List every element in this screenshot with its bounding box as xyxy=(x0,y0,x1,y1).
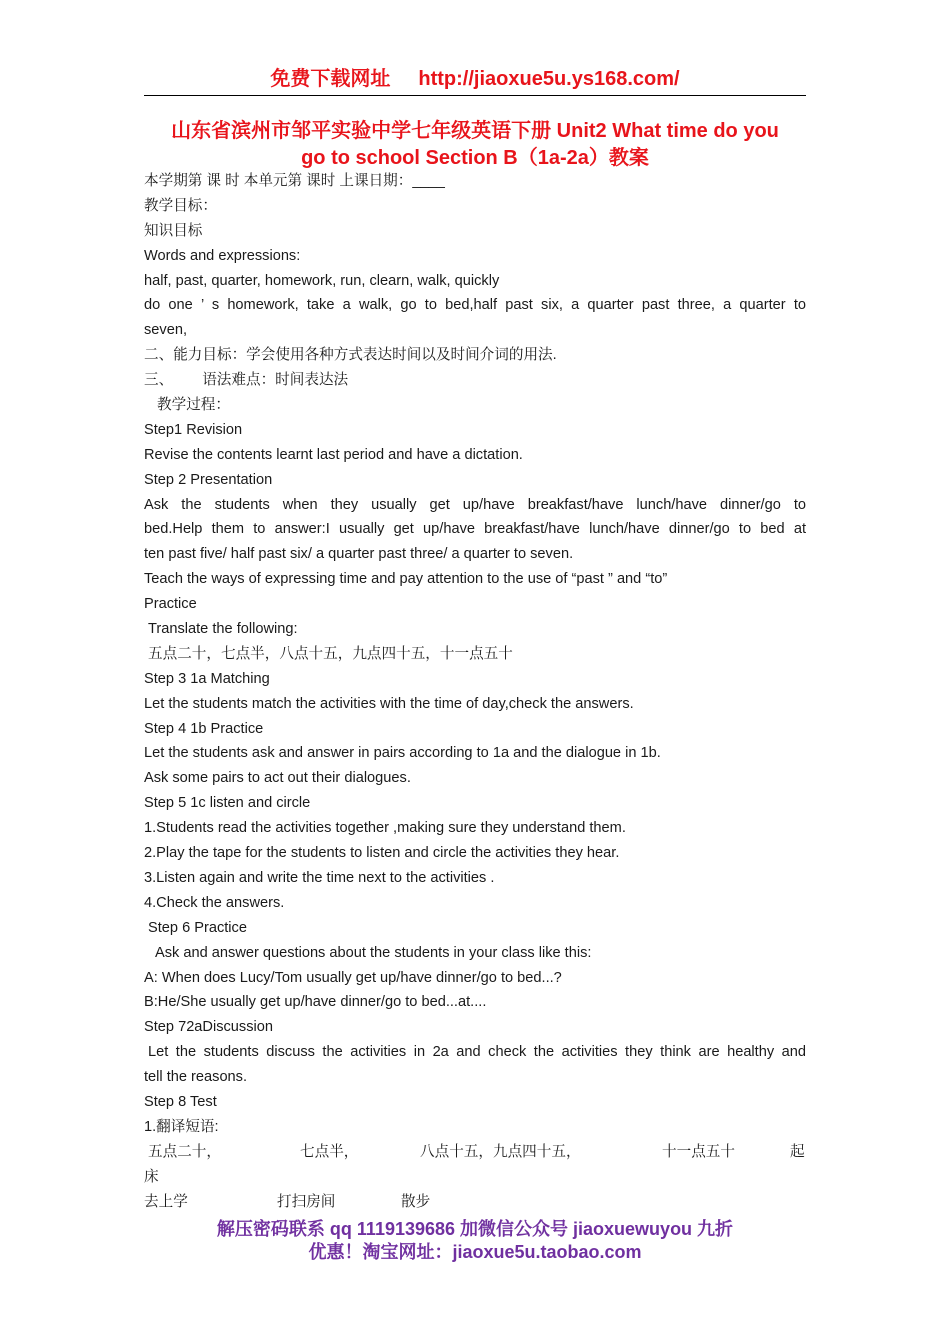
step8-subheading: 1.翻译短语: xyxy=(144,1118,219,1135)
words-heading: Words and expressions: xyxy=(144,247,301,264)
step7-heading: Step 72aDiscussion xyxy=(144,1019,273,1036)
step8-heading: Step 8 Test xyxy=(144,1093,217,1110)
step1-heading: Step1 Revision xyxy=(144,421,243,438)
contact-footer xyxy=(144,1218,806,1264)
step4-text-2: Ask some pairs to act out their dialogues. xyxy=(144,770,411,787)
knowledge-heading: 知识目标 xyxy=(144,222,203,239)
step7-text-1: Let the students discuss the activities in 2a and check the activities they think are healthy and xyxy=(148,1044,806,1061)
words-list: half, past, quarter, homework, run, clearn, walk, quickly xyxy=(144,272,500,289)
test-phrase: 起 xyxy=(790,1143,805,1160)
step4-text-1: Let the students ask and answer in pairs according to 1a and the dialogue in 1b. xyxy=(144,745,661,762)
document-body xyxy=(144,169,806,1214)
title-line-1: 山东省滨州市邹平实验中学七年级英语下册 Unit2 What time do you xyxy=(171,120,779,142)
phrases-line-2: seven, xyxy=(144,322,187,339)
download-header xyxy=(144,64,806,96)
step3-heading: Step 3 1a Matching xyxy=(144,670,270,687)
step5-item: 4.Check the answers. xyxy=(144,894,285,911)
step6-heading: Step 6 Practice xyxy=(148,919,247,936)
practice-heading: Practice xyxy=(144,596,197,613)
step2-para-4: Teach the ways of expressing time and pay attention to the use of “past ” and “to” xyxy=(144,571,668,588)
test-phrase: 十一点五十 xyxy=(662,1143,735,1160)
footer-line-2: 优惠！淘宝网址：jiaoxue5u.taobao.com xyxy=(308,1242,642,1262)
translate-times: 五点二十，七点半，八点十五，九点四十五，十一点五十 xyxy=(148,645,513,662)
document-title xyxy=(144,118,806,172)
step3-text: Let the students match the activities with the time of day,check the answers. xyxy=(144,695,634,712)
meta-line: 本学期第 课 时 本单元第 课时 上课日期：____ xyxy=(144,173,445,189)
grammar-text: 语法难点：时间表达法 xyxy=(202,372,349,389)
test-phrase: 散步 xyxy=(401,1193,431,1210)
step5-item: 2.Play the tape for the students to listen and circle the activities they hear. xyxy=(144,845,620,862)
test-phrase: 去上学 xyxy=(144,1193,188,1210)
phrases-line-1: do one ’ s homework, take a walk, go to bed,half past six, a quarter past three, a quarter to xyxy=(144,297,806,314)
step7-text-2: tell the reasons. xyxy=(144,1069,248,1086)
step6-text: Ask and answer questions about the students in your class like this: xyxy=(155,944,592,961)
step2-para-1: Ask the students when they usually get up/have breakfast/have lunch/have dinner/go to xyxy=(144,496,806,513)
header-label: 免费下载网址 xyxy=(270,68,391,90)
test-phrase-row-1 xyxy=(144,1140,806,1165)
step1-text: Revise the contents learnt last period and have a dictation. xyxy=(144,446,523,463)
step5-item: 1.Students read the activities together ,making sure they understand them. xyxy=(144,820,626,837)
step5-heading: Step 5 1c listen and circle xyxy=(144,795,311,812)
test-phrase-wrap: 床 xyxy=(144,1168,159,1185)
test-phrase: 七点半， xyxy=(300,1143,359,1160)
grammar-goal xyxy=(144,368,806,393)
test-phrase: 打扫房间 xyxy=(277,1193,336,1210)
title-line-2: go to school Section B（1a-2a）教案 xyxy=(301,147,649,169)
test-phrase-row-2 xyxy=(144,1190,806,1215)
step6-answer: B:He/She usually get up/have dinner/go to bed...at.... xyxy=(144,994,487,1011)
translate-instruction: Translate the following: xyxy=(148,621,298,638)
step2-para-2: bed.Help them to answer:I usually get up/have breakfast/have lunch/have dinner/go to bed at xyxy=(144,521,806,538)
step2-heading: Step 2 Presentation xyxy=(144,471,273,488)
footer-line-1: 解压密码联系 qq 1119139686 加微信公众号 jiaoxuewuyou 九折 xyxy=(216,1219,734,1239)
step4-heading: Step 4 1b Practice xyxy=(144,720,264,737)
test-phrase: 五点二十， xyxy=(148,1143,221,1160)
step6-question: A: When does Lucy/Tom usually get up/have dinner/go to bed...? xyxy=(144,969,562,986)
process-heading: 教学过程： xyxy=(157,397,230,414)
header-url-link[interactable]: http://jiaoxue5u.ys168.com/ xyxy=(418,68,680,90)
test-phrase: 八点十五，九点四十五， xyxy=(420,1143,581,1160)
step2-para-3: ten past five/ half past six/ a quarter past three/ a quarter to seven. xyxy=(144,546,574,563)
grammar-number: 三、 xyxy=(144,372,174,389)
step5-item: 3.Listen again and write the time next to the activities . xyxy=(144,869,495,886)
goals-heading: 教学目标： xyxy=(144,197,217,214)
ability-goal: 二、能力目标：学会使用各种方式表达时间以及时间介词的用法. xyxy=(144,347,557,364)
